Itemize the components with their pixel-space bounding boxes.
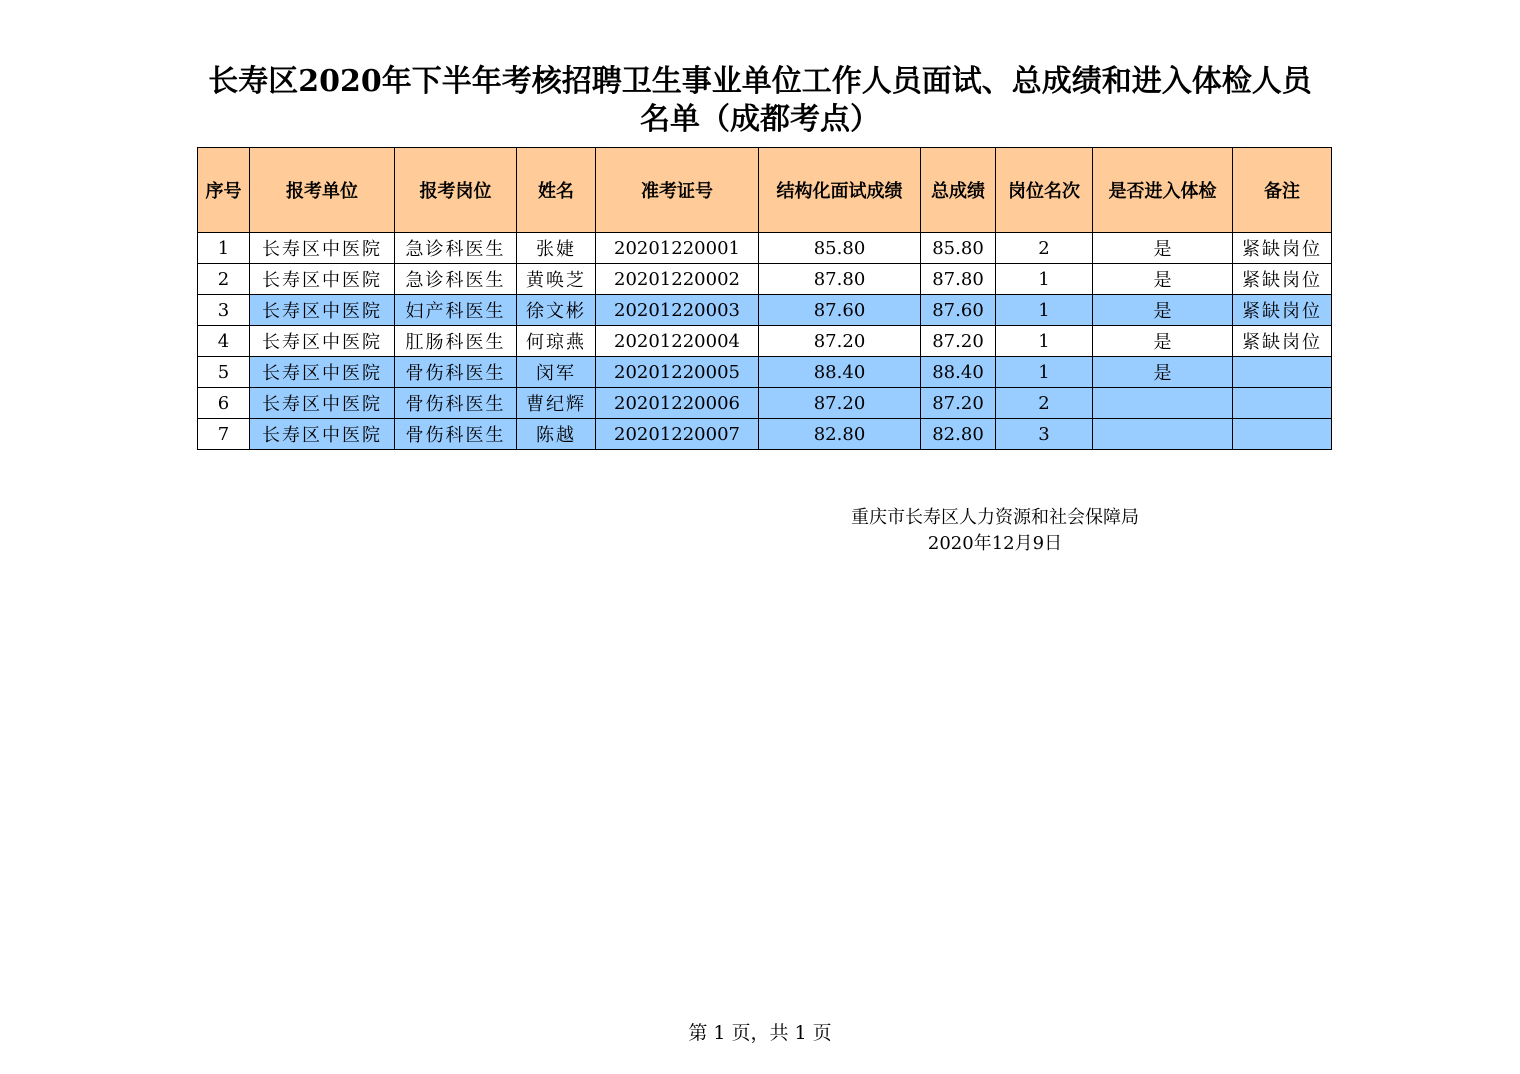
- header-total-score: 总成绩: [921, 148, 996, 233]
- table-row: [198, 264, 1332, 295]
- document-title-line2: 名单（成都考点）: [640, 102, 880, 137]
- table-row: [198, 295, 1332, 326]
- cell-total-score: 87.80: [921, 264, 996, 295]
- cell-interview-score: 85.80: [759, 233, 921, 264]
- cell-no: 2: [198, 264, 250, 295]
- cell-exam-id: 20201220006: [596, 388, 759, 419]
- table-row: [198, 357, 1332, 388]
- cell-unit: 长寿区中医院: [250, 233, 395, 264]
- cell-name: 闵军: [517, 357, 596, 388]
- cell-physical-exam: [1093, 388, 1233, 419]
- header-note: 备注: [1233, 148, 1332, 233]
- table-row: [198, 419, 1332, 450]
- page-footer: 第 1 页，共 1 页: [688, 1022, 832, 1044]
- cell-total-score: 82.80: [921, 419, 996, 450]
- cell-physical-exam: 是: [1093, 357, 1233, 388]
- cell-post: 骨伤科医生: [395, 357, 517, 388]
- cell-unit: 长寿区中医院: [250, 295, 395, 326]
- cell-no: 6: [198, 388, 250, 419]
- cell-rank: 2: [996, 233, 1093, 264]
- cell-interview-score: 87.80: [759, 264, 921, 295]
- cell-note: [1233, 357, 1332, 388]
- cell-note: [1233, 419, 1332, 450]
- cell-no: 4: [198, 326, 250, 357]
- header-name: 姓名: [517, 148, 596, 233]
- cell-exam-id: 20201220005: [596, 357, 759, 388]
- cell-exam-id: 20201220002: [596, 264, 759, 295]
- cell-rank: 1: [996, 326, 1093, 357]
- cell-note: 紧缺岗位: [1233, 326, 1332, 357]
- document-title-line1: 长寿区2020年下半年考核招聘卫生事业单位工作人员面试、总成绩和进入体检人员: [208, 64, 1312, 99]
- cell-unit: 长寿区中医院: [250, 264, 395, 295]
- cell-name: 徐文彬: [517, 295, 596, 326]
- cell-post: 妇产科医生: [395, 295, 517, 326]
- cell-interview-score: 88.40: [759, 357, 921, 388]
- cell-rank: 3: [996, 419, 1093, 450]
- cell-interview-score: 82.80: [759, 419, 921, 450]
- cell-rank: 2: [996, 388, 1093, 419]
- cell-no: 1: [198, 233, 250, 264]
- cell-unit: 长寿区中医院: [250, 357, 395, 388]
- issue-date: 2020年12月9日: [927, 533, 1063, 554]
- cell-post: 骨伤科医生: [395, 419, 517, 450]
- cell-post: 骨伤科医生: [395, 388, 517, 419]
- cell-interview-score: 87.20: [759, 388, 921, 419]
- cell-physical-exam: [1093, 419, 1233, 450]
- cell-interview-score: 87.20: [759, 326, 921, 357]
- cell-physical-exam: 是: [1093, 264, 1233, 295]
- issuing-organization: 重庆市长寿区人力资源和社会保障局: [851, 507, 1139, 528]
- cell-note: [1233, 388, 1332, 419]
- cell-exam-id: 20201220007: [596, 419, 759, 450]
- header-interview-score: 结构化面试成绩: [759, 148, 921, 233]
- cell-name: 张婕: [517, 233, 596, 264]
- header-physical-exam: 是否进入体检: [1093, 148, 1233, 233]
- cell-exam-id: 20201220003: [596, 295, 759, 326]
- cell-post: 急诊科医生: [395, 233, 517, 264]
- cell-no: 3: [198, 295, 250, 326]
- cell-total-score: 85.80: [921, 233, 996, 264]
- cell-exam-id: 20201220004: [596, 326, 759, 357]
- cell-interview-score: 87.60: [759, 295, 921, 326]
- cell-post: 急诊科医生: [395, 264, 517, 295]
- cell-physical-exam: 是: [1093, 233, 1233, 264]
- header-rank: 岗位名次: [996, 148, 1093, 233]
- cell-physical-exam: 是: [1093, 295, 1233, 326]
- cell-unit: 长寿区中医院: [250, 326, 395, 357]
- cell-name: 何琼燕: [517, 326, 596, 357]
- cell-name: 曹纪辉: [517, 388, 596, 419]
- cell-exam-id: 20201220001: [596, 233, 759, 264]
- cell-total-score: 87.20: [921, 326, 996, 357]
- table-row: [198, 233, 1332, 264]
- results-table: [197, 147, 1332, 450]
- cell-rank: 1: [996, 295, 1093, 326]
- cell-unit: 长寿区中医院: [250, 419, 395, 450]
- table-row: [198, 326, 1332, 357]
- cell-note: 紧缺岗位: [1233, 264, 1332, 295]
- cell-total-score: 87.20: [921, 388, 996, 419]
- cell-rank: 1: [996, 264, 1093, 295]
- cell-total-score: 87.60: [921, 295, 996, 326]
- cell-rank: 1: [996, 357, 1093, 388]
- cell-unit: 长寿区中医院: [250, 388, 395, 419]
- cell-no: 5: [198, 357, 250, 388]
- header-unit: 报考单位: [250, 148, 395, 233]
- cell-no: 7: [198, 419, 250, 450]
- cell-post: 肛肠科医生: [395, 326, 517, 357]
- cell-note: 紧缺岗位: [1233, 233, 1332, 264]
- cell-physical-exam: 是: [1093, 326, 1233, 357]
- table-header-row: [198, 148, 1332, 233]
- cell-name: 陈越: [517, 419, 596, 450]
- cell-total-score: 88.40: [921, 357, 996, 388]
- table-row: [198, 388, 1332, 419]
- cell-name: 黄唤芝: [517, 264, 596, 295]
- header-exam-id: 准考证号: [596, 148, 759, 233]
- header-post: 报考岗位: [395, 148, 517, 233]
- header-no: 序号: [198, 148, 250, 233]
- cell-note: 紧缺岗位: [1233, 295, 1332, 326]
